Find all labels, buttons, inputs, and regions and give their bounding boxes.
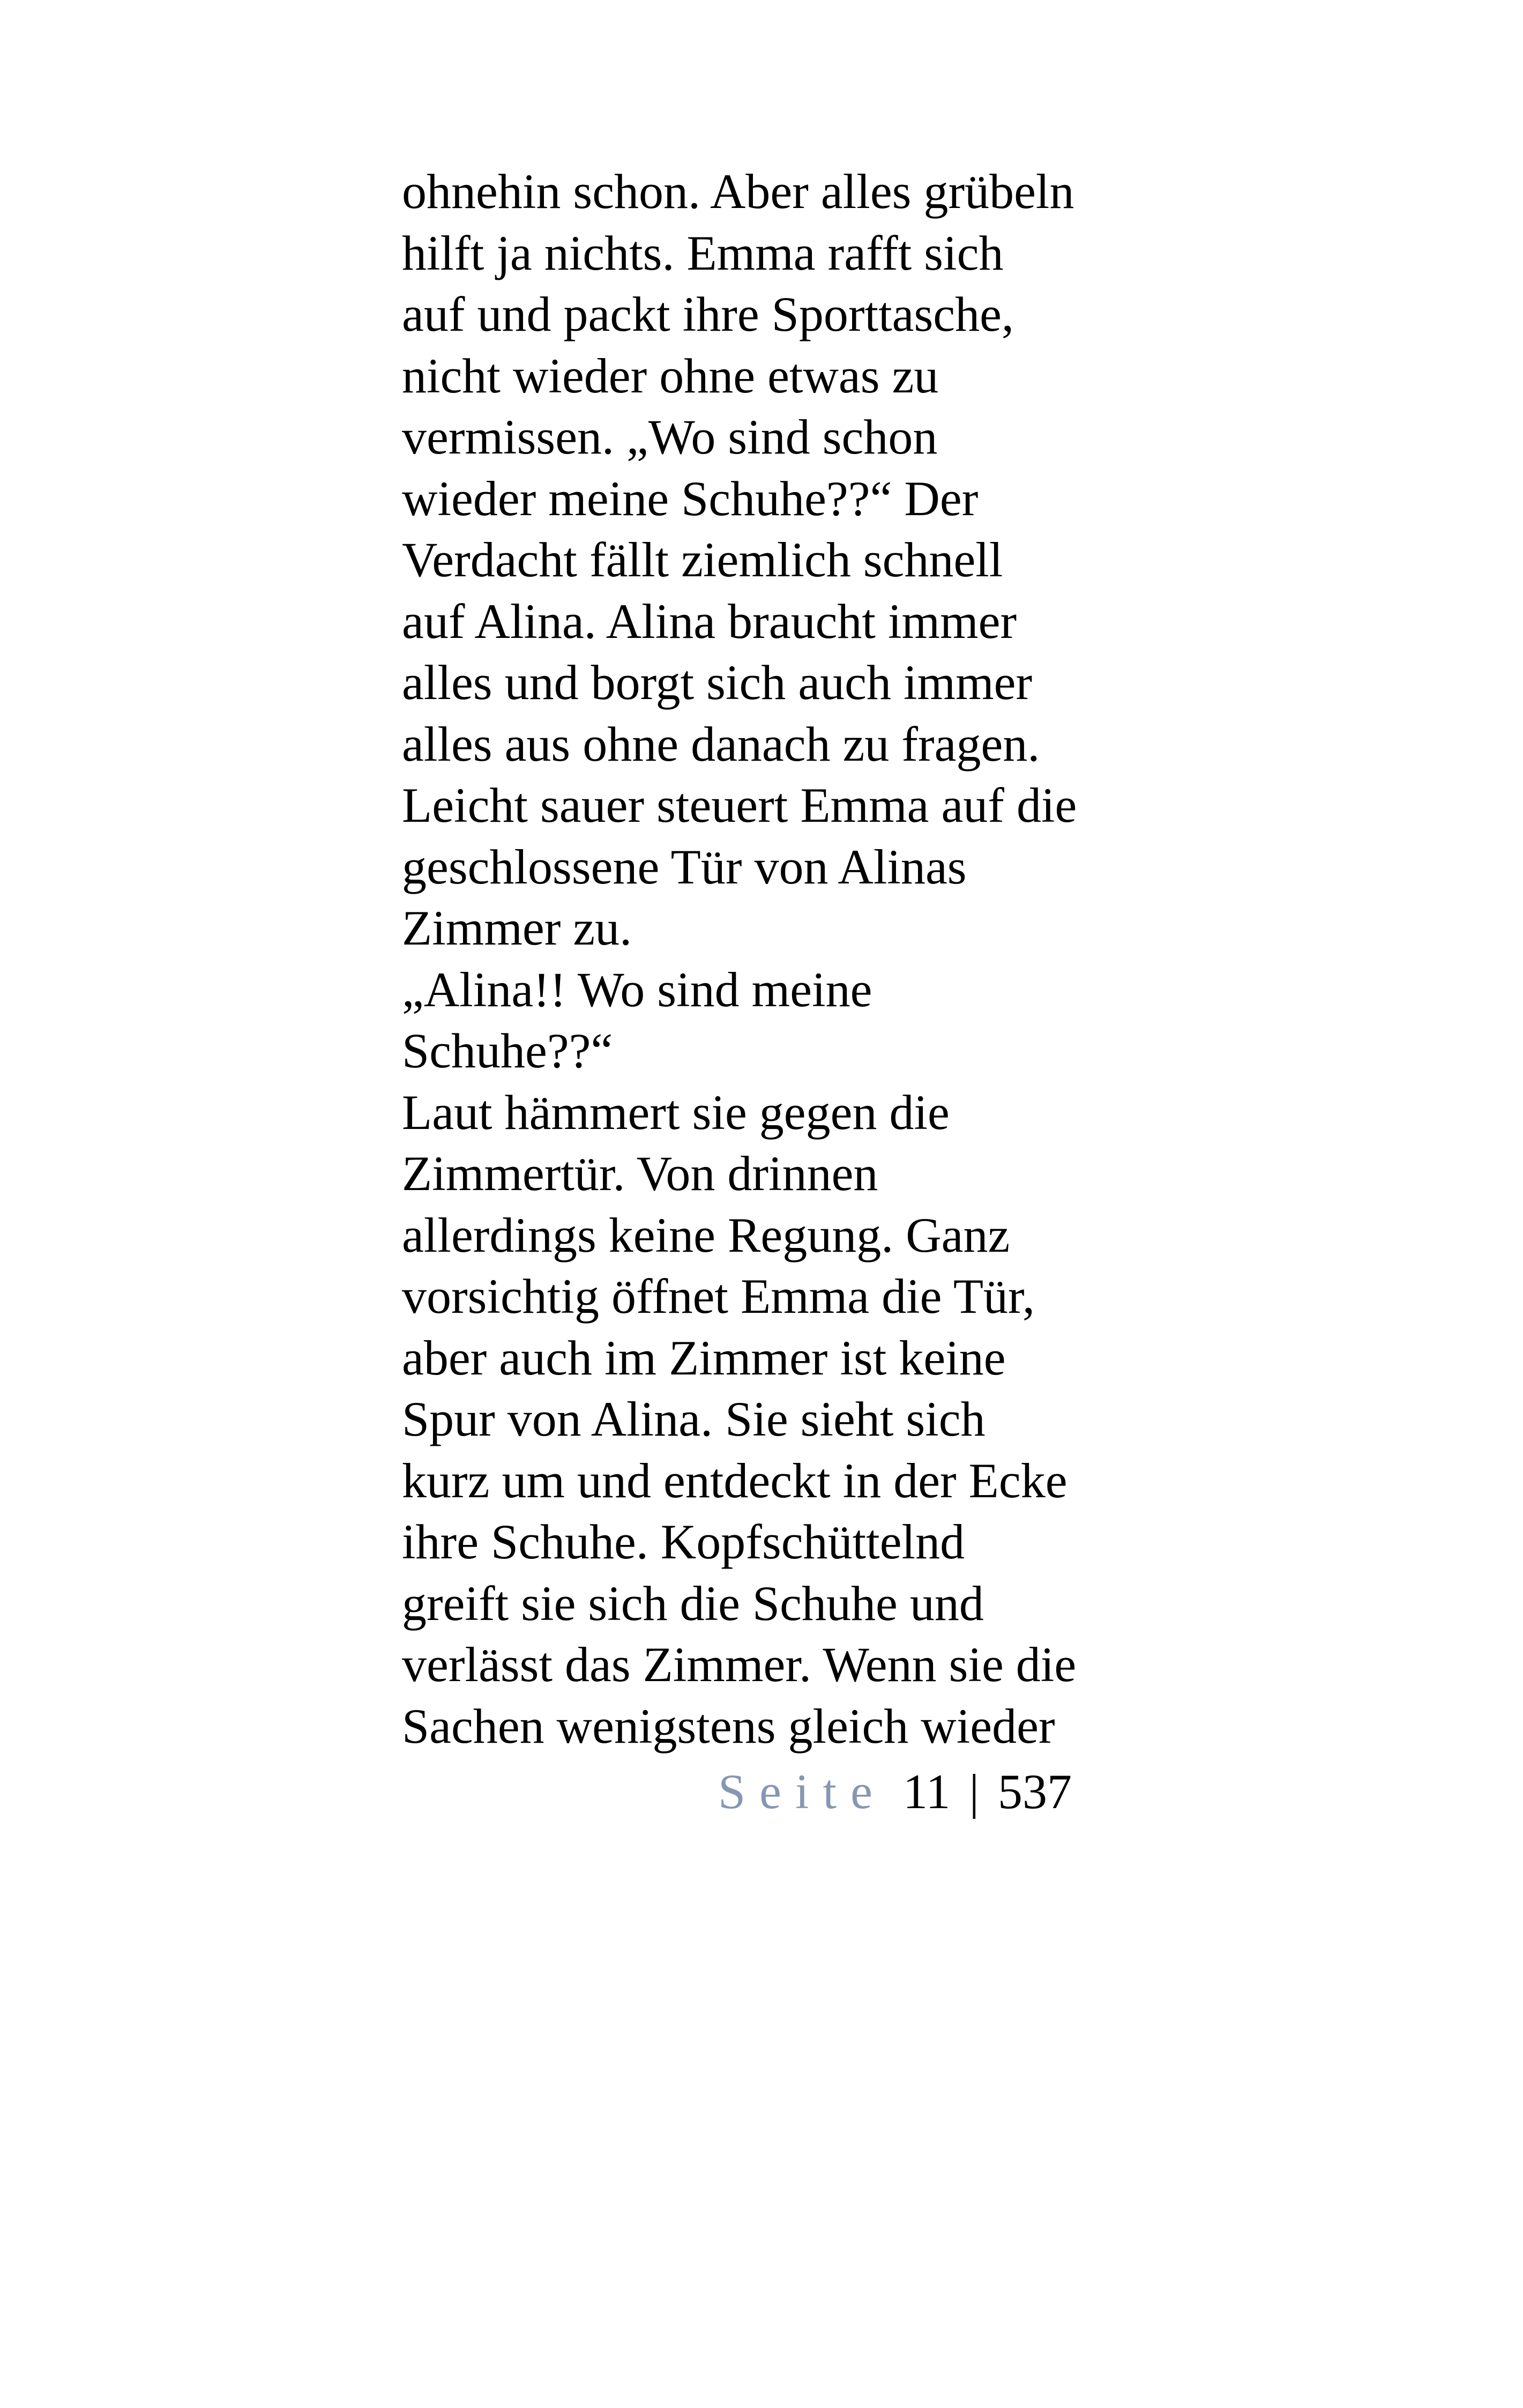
text-line: alles aus ohne danach zu fragen. [402,716,1040,771]
text-line: Laut hämmert sie gegen die [402,1084,950,1140]
text-line: allerdings keine Regung. Ganz [402,1207,1010,1262]
text-line: auf Alina. Alina braucht immer [402,593,1017,649]
text-line: Zimmer zu. [402,901,632,955]
text-line: Schuhe??“ [402,1023,613,1078]
text-line: verlässt das Zimmer. Wenn sie die [402,1637,1077,1692]
text-line: wieder meine Schuhe??“ Der [402,471,979,526]
total-pages: 537 [997,1764,1072,1819]
text-line: Sachen wenigstens gleich wieder [402,1698,1055,1753]
text-line: ihre Schuhe. Kopfschüttelnd [402,1514,965,1569]
text-line: Zimmertür. Von drinnen [402,1146,878,1201]
text-line: nicht wieder ohne etwas zu [402,348,939,403]
text-line: ohnehin schon. Aber alles grübeln [402,164,1074,219]
text-line: alles und borgt sich auch immer [402,655,1033,710]
text-line: kurz um und entdeckt in der Ecke [402,1453,1067,1508]
text-line: Spur von Alina. Sie sieht sich [402,1392,986,1446]
text-line: geschlossene Tür von Alinas [402,839,967,894]
page-label: Seite [718,1764,886,1819]
text-line: Verdacht fällt ziemlich schnell [402,532,1003,587]
text-line: hilft ja nichts. Emma rafft sich [402,225,1004,280]
page-footer [718,1759,1072,1824]
text-line: „Alina!! Wo sind meine [402,962,872,1017]
body-text [402,161,1152,1757]
text-line: auf und packt ihre Sporttasche, [402,287,1014,341]
text-line: greift sie sich die Schuhe und [402,1575,984,1631]
page-number: 11 [902,1764,951,1819]
text-line: vermissen. „Wo sind schon [402,410,938,464]
page-separator: | [969,1764,979,1819]
text-line: vorsichtig öffnet Emma die Tür, [402,1269,1035,1324]
text-line: Leicht sauer steuert Emma auf die [402,778,1077,833]
text-line: aber auch im Zimmer ist keine [402,1330,1006,1385]
